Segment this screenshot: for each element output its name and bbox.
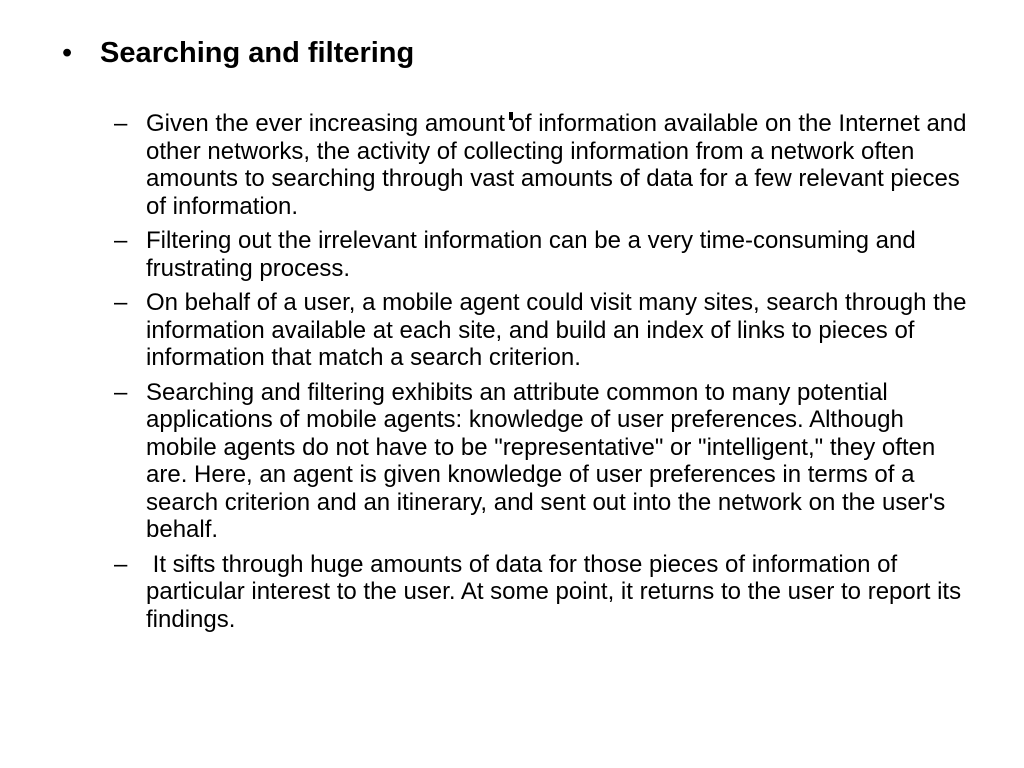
dash-icon: –	[114, 110, 128, 137]
list-item	[114, 289, 974, 372]
list-item-text: Filtering out the irrelevant information can be a very time-consuming and frustrating process.	[146, 227, 923, 282]
dash-icon: –	[114, 550, 128, 578]
heading-bullet-icon: •	[62, 37, 73, 69]
list-item-text: It sifts through huge amounts of data for those pieces of information of particular interest to the user. At some point, it returns to the user to report its findings.	[146, 550, 968, 633]
list-item	[114, 110, 974, 220]
heading-title: Searching and filtering	[100, 37, 415, 69]
list-item-text: On behalf of a user, a mobile agent could visit many sites, search through the information available at each site, and build an index of links to pieces of information that match a search criterion.	[146, 289, 974, 371]
dash-icon: –	[114, 378, 128, 406]
dash-icon: –	[114, 227, 128, 254]
list-item-text: Searching and filtering exhibits an attribute common to many potential applications of mobile agents: knowledge of user preferences. Although mobile agents do not have to be "representative" or "intelligent," they often are. Here, an agent is given knowledge of user preferences in terms of a search criterion and an itinerary, and sent out into the network on the user's behalf.	[146, 378, 952, 543]
list-item	[114, 379, 974, 544]
bullet-list	[114, 110, 974, 640]
list-item	[114, 227, 974, 282]
list-item	[114, 551, 974, 634]
slide-heading	[62, 36, 414, 70]
list-item-text: Given the ever increasing amount of information available on the Internet and other networks, the activity of collecting information from a network often amounts to searching through vast amounts of data for a few relevant pieces of information.	[146, 110, 974, 220]
dash-icon: –	[114, 289, 128, 316]
